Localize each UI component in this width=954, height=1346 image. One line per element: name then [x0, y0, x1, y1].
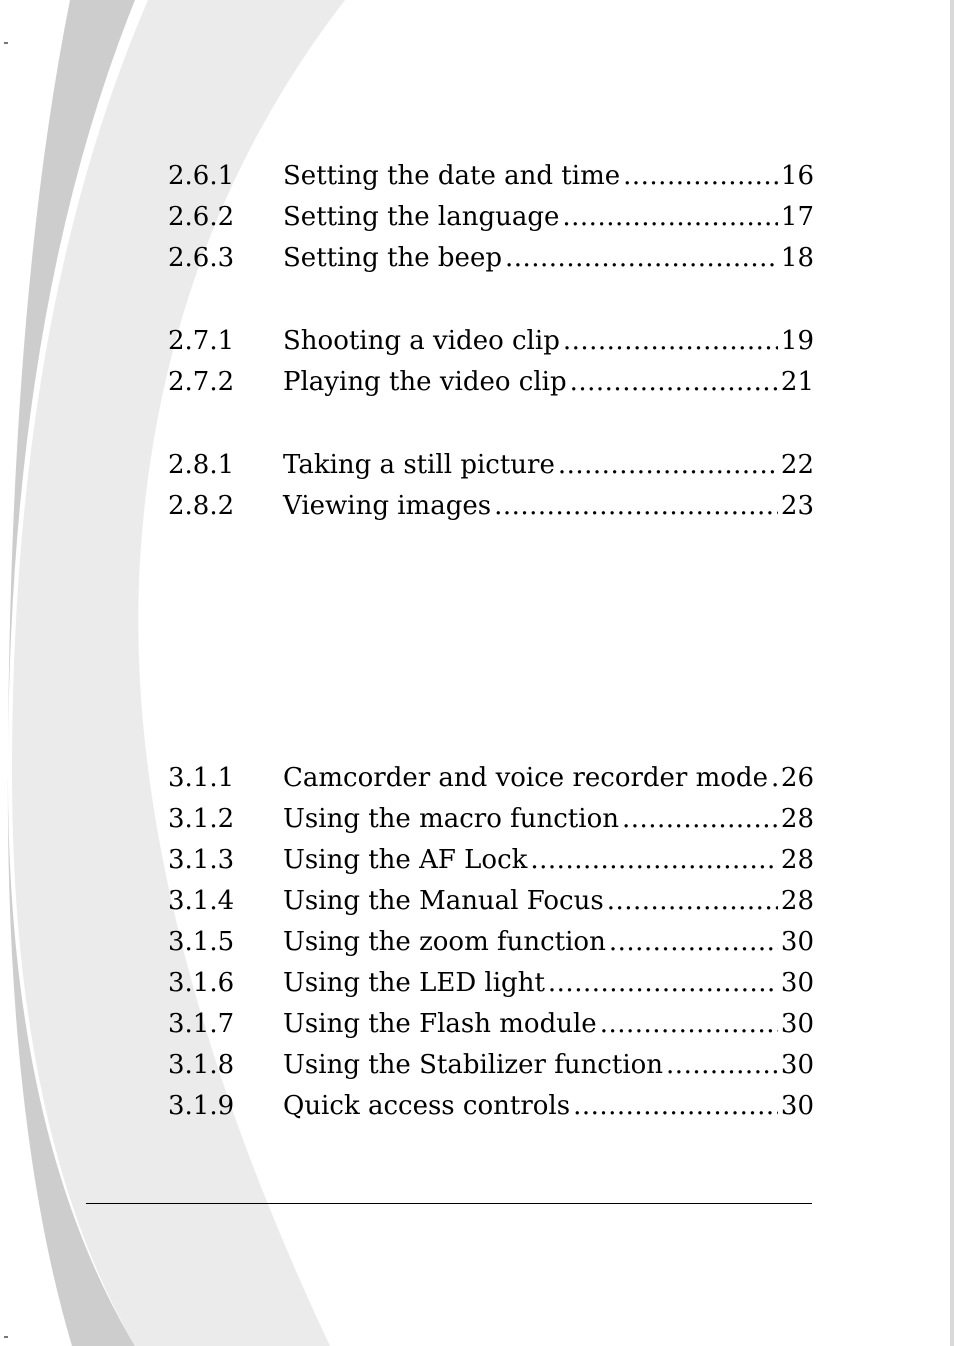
dot-leader: [494, 486, 778, 527]
page-bottom-tick: [4, 1336, 8, 1338]
toc-title: Shooting a video clip: [283, 326, 560, 356]
dot-leader: [609, 922, 778, 963]
dot-leader: [600, 1004, 778, 1045]
toc-entry[interactable]: [168, 1086, 814, 1127]
toc-title: Playing the video clip: [283, 367, 567, 397]
toc-number: 2.6.2: [168, 202, 235, 232]
toc-page-number: 30: [780, 1091, 814, 1121]
toc-entry[interactable]: [168, 963, 814, 1004]
toc-entry[interactable]: [168, 445, 814, 486]
toc-title: Setting the beep: [283, 243, 502, 273]
toc-page-number: 18: [780, 243, 814, 273]
toc-entry[interactable]: [168, 197, 814, 238]
toc-number: 3.1.8: [168, 1050, 235, 1080]
toc-page-number: 28: [780, 804, 814, 834]
toc-number: 3.1.2: [168, 804, 235, 834]
toc-title: Using the zoom function: [283, 927, 606, 957]
toc-entry[interactable]: [168, 881, 814, 922]
footer-divider: [86, 1203, 812, 1204]
toc-page-number: 23: [780, 491, 814, 521]
toc-title: Using the Stabilizer function: [283, 1050, 664, 1080]
toc-entry[interactable]: [168, 156, 814, 197]
dot-leader: [563, 321, 778, 362]
toc-number: 2.7.2: [168, 367, 235, 397]
page-top-tick: [4, 42, 8, 44]
toc-page-number: 21: [780, 367, 814, 397]
toc-title: Using the LED light: [283, 968, 545, 998]
toc-entry[interactable]: [168, 238, 814, 279]
dot-leader: [666, 1045, 778, 1086]
toc-number: 3.1.7: [168, 1009, 235, 1039]
dot-leader: [570, 362, 778, 403]
toc-title: Viewing images: [283, 491, 492, 521]
toc-title: Quick access controls: [283, 1091, 571, 1121]
toc-number: 2.8.1: [168, 450, 235, 480]
toc-group-2-6: [168, 156, 814, 279]
toc-group-3-1: [168, 758, 814, 1127]
toc-entry[interactable]: [168, 840, 814, 881]
page-right-edge: [950, 0, 954, 1346]
dot-leader: [622, 799, 778, 840]
toc-number: 3.1.5: [168, 927, 235, 957]
toc-page-number: 28: [780, 845, 814, 875]
toc-number: 3.1.6: [168, 968, 235, 998]
toc-number: 3.1.3: [168, 845, 235, 875]
toc-number: 3.1.1: [168, 763, 235, 793]
toc-page-number: 17: [780, 202, 814, 232]
toc-title: Setting the date and time: [283, 161, 621, 191]
toc-page-number: 28: [780, 886, 814, 916]
toc-page-number: 30: [780, 1009, 814, 1039]
toc-number: 2.6.1: [168, 161, 235, 191]
toc-number: 3.1.4: [168, 886, 235, 916]
toc-group-2-8: [168, 445, 814, 527]
toc-page-number: 26: [780, 763, 814, 793]
toc-title: Using the macro function: [283, 804, 619, 834]
toc-page-number: 19: [780, 326, 814, 356]
toc-entry[interactable]: [168, 799, 814, 840]
toc-page-number: 30: [780, 968, 814, 998]
toc-title: Camcorder and voice recorder mode: [283, 763, 768, 793]
toc-page-number: 22: [780, 450, 814, 480]
toc-entry[interactable]: [168, 321, 814, 362]
toc-number: 2.6.3: [168, 243, 235, 273]
dot-leader: [573, 1086, 778, 1127]
toc-entry[interactable]: [168, 362, 814, 403]
dot-leader: [607, 881, 778, 922]
dot-leader: [530, 840, 778, 881]
dot-leader: [623, 156, 778, 197]
dot-leader: [771, 758, 778, 799]
toc-title: Using the Flash module: [283, 1009, 597, 1039]
toc-entry[interactable]: [168, 922, 814, 963]
toc-page-number: 30: [780, 927, 814, 957]
toc-entry[interactable]: [168, 758, 814, 799]
toc-title: Using the AF Lock: [283, 845, 528, 875]
dot-leader: [548, 963, 778, 1004]
toc-title: Using the Manual Focus: [283, 886, 604, 916]
toc-group-2-7: [168, 321, 814, 403]
dot-leader: [505, 238, 778, 279]
toc-number: 3.1.9: [168, 1091, 235, 1121]
toc-title: Taking a still picture: [283, 450, 555, 480]
toc-page-number: 30: [780, 1050, 814, 1080]
dot-leader: [562, 197, 778, 238]
toc-number: 2.8.2: [168, 491, 235, 521]
toc-entry[interactable]: [168, 1004, 814, 1045]
toc-entry[interactable]: [168, 1045, 814, 1086]
toc-entry[interactable]: [168, 486, 814, 527]
toc-number: 2.7.1: [168, 326, 235, 356]
toc-page-number: 16: [780, 161, 814, 191]
toc-title: Setting the language: [283, 202, 560, 232]
dot-leader: [558, 445, 778, 486]
